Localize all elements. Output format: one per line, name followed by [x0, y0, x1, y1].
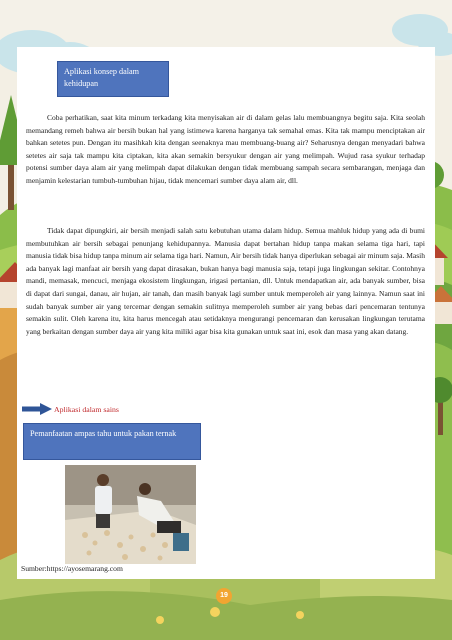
tofu-dregs-callout [23, 423, 201, 460]
paragraph-water-gratitude: Coba perhatikan, saat kita minum terkadang kita menyisakan air di dalam gelas lalu membuangnya begitu saja. Kita seolah memandang remeh bahwa air bersih bukan hal yang istimewa karena harganya tak semahal emas. Kita tak mampu menciptakan air bahkan setetes pun. Dengan itu masihkah kita dengan seenaknya mau membuang-buang air? Seharusnya dengan menyadari bahwa setetes air saja tak mampu kita ciptakan, kita akan semakin bersyukur dengan air yang melimpah. Wujud rasa syukur terhadap potensi sumber daya alam air yang melimpah dapat dilakukan dengan tidak membuang sampah secara sembarangan, menjaga dan menjamin kelestarian tumbuh-tumbuhan hijau, tidak mencemari sumber daya alam air, dll. [26, 113, 425, 185]
page-number-badge: 19 [216, 588, 232, 604]
tofu-dregs-photo [65, 465, 196, 564]
concept-callout-label: Aplikasi konsep dalam kehidupan [64, 67, 140, 88]
science-application-heading: Aplikasi dalam sains [54, 405, 119, 414]
arrow-right-icon [22, 403, 52, 415]
tofu-dregs-callout-label: Pemanfaatan ampas tahu untuk pakan ternak [30, 429, 177, 438]
concept-callout [57, 61, 169, 97]
photo-source-caption: Sumber:https://ayosemarang.com [21, 564, 123, 573]
content-card [17, 47, 435, 579]
paragraph-clean-water: Tidak dapat dipungkiri, air bersih menjadi salah satu kebutuhan utama dalam hidup. Semua mahluk hidup yang ada di bumi membutuhkan air bersih sebagai penunjang kehidupannya. Manusia dapat bertahan hidup tanpa makan selama tiga hari, tapi manusia tidak bisa hidup tanpa minum air selama tiga hari. Namun, Air bersih tidak hanya diperlukan sebagai air minum saja. Masih ada banyak lagi manfaat air bersih yang dapat dirasakan, bukan hanya bagi manusia saja, tetapi juga lingkungan sekitar. Contohnya mandi, memasak, mencuci, menjaga ekosistem lingkungan, irigasi pertanian, dll. Untuk mendapatkan air, ada banyak sumber, bisa di dapat dari sungai, danau, air hujan, air tanah, dan masih banyak lagi sumber untuk memperoleh air yang lainnya. Namun saat ini sudah banyak sumber air yang tercemar dengan semakin sulitnya memperoleh sumber air yang bebas dari pencemaran tentunya semakin sulit. Oleh karena itu, kita harus mencegah atau setidaknya mengurangi pencemaran dan kerusakan lingkungan terutama yang berkaitan dengan sumber daya air yang kita miliki agar bisa kita gunakan untuk saat ini, esok dan masa yang akan datang. [26, 226, 425, 336]
